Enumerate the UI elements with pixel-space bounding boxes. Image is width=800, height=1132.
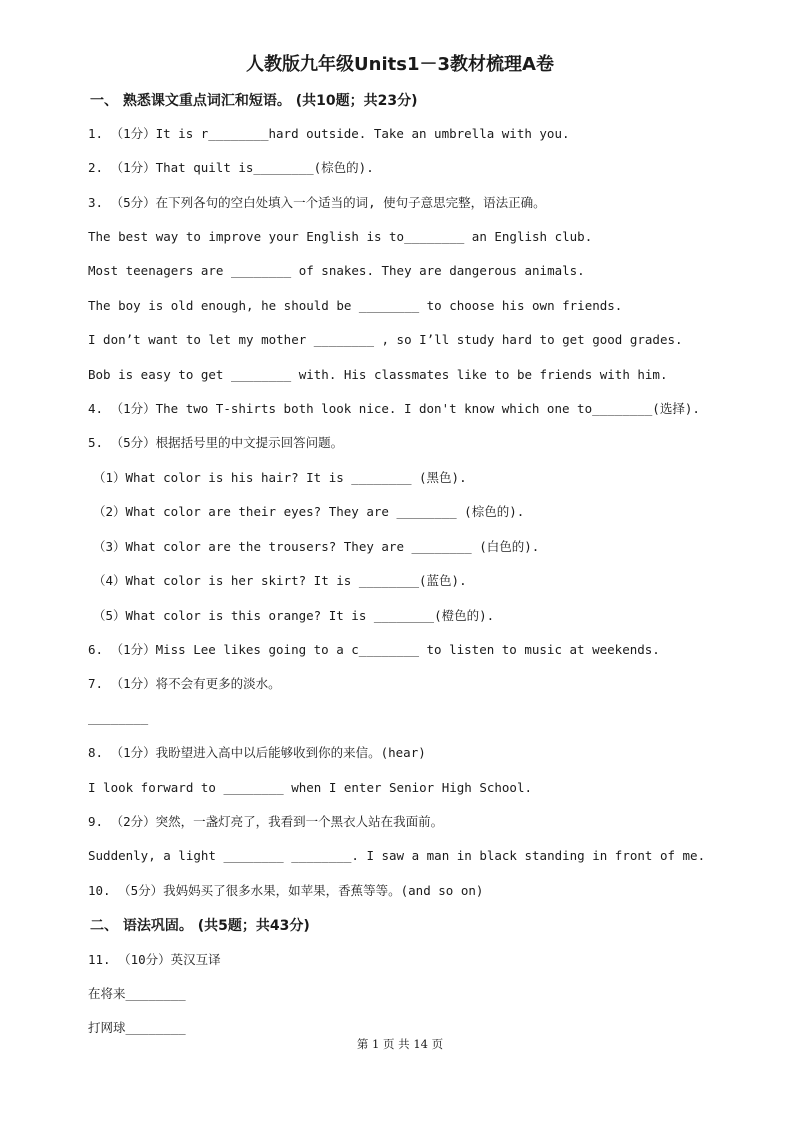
- document-title: 人教版九年级Units1－3教材梳理A卷: [246, 54, 554, 75]
- question-3-sentence-5: Bob is easy to get ________ with. His classmates like to be friends with him.: [88, 367, 668, 382]
- question-5-item-1: （1）What color is his hair? It is ________ (黑色).: [93, 470, 467, 485]
- question-1: 1. （1分）It is r________hard outside. Take an umbrella with you.: [88, 126, 570, 141]
- question-4: 4. （1分）The two T-shirts both look nice. I don't know which one to________(选择).: [88, 401, 700, 416]
- section-heading-1: 一、 熟悉课文重点词汇和短语。 (共10题；共23分): [90, 93, 418, 109]
- question-7-answer-blank: ________: [88, 710, 149, 725]
- question-5: 5. （5分）根据括号里的中文提示回答问题。: [88, 435, 344, 450]
- question-7: 7. （1分）将不会有更多的淡水。: [88, 676, 281, 691]
- question-5-item-4: （4）What color is her skirt? It is ________(蓝色).: [93, 573, 467, 588]
- question-5-item-3: （3）What color are the trousers? They are ________ (白色的).: [93, 539, 540, 554]
- question-8-sentence: I look forward to ________ when I enter Senior High School.: [88, 780, 533, 795]
- question-9: 9. （2分）突然，一盏灯亮了，我看到一个黑衣人站在我面前。: [88, 814, 444, 829]
- question-3-sentence-2: Most teenagers are ________ of snakes. They are dangerous animals.: [88, 263, 585, 278]
- question-5-item-5: （5）What color is this orange? It is ________(橙色的).: [93, 608, 495, 623]
- question-8: 8. （1分）我盼望进入高中以后能够收到你的来信。(hear): [88, 745, 426, 760]
- question-11: 11. （10分）英汉互译: [88, 952, 221, 967]
- page-footer: 第 1 页 共 14 页: [356, 1037, 444, 1051]
- question-6: 6. （1分）Miss Lee likes going to a c________ to listen to music at weekends.: [88, 642, 660, 657]
- question-2: 2. （1分）That quilt is________(棕色的).: [88, 160, 374, 175]
- question-3: 3. （5分）在下列各句的空白处填入一个适当的词, 使句子意思完整，语法正确。: [88, 195, 546, 210]
- question-9-sentence: Suddenly, a light ________ ________. I saw a man in black standing in front of me.: [88, 848, 706, 863]
- question-11-item-1: 在将来________: [88, 986, 186, 1001]
- section-heading-2: 二、 语法巩固。 (共5题；共43分): [90, 918, 310, 934]
- question-11-item-2: 打网球________: [88, 1020, 186, 1035]
- question-3-sentence-3: The boy is old enough, he should be ________ to choose his own friends.: [88, 298, 623, 313]
- question-3-sentence-4: I don’t want to let my mother ________ , so I’ll study hard to get good grades.: [88, 332, 683, 347]
- question-5-item-2: （2）What color are their eyes? They are ________ (棕色的).: [93, 504, 525, 519]
- question-3-sentence-1: The best way to improve your English is to________ an English club.: [88, 229, 593, 244]
- question-10: 10. （5分）我妈妈买了很多水果，如苹果，香蕉等等。(and so on): [88, 883, 484, 898]
